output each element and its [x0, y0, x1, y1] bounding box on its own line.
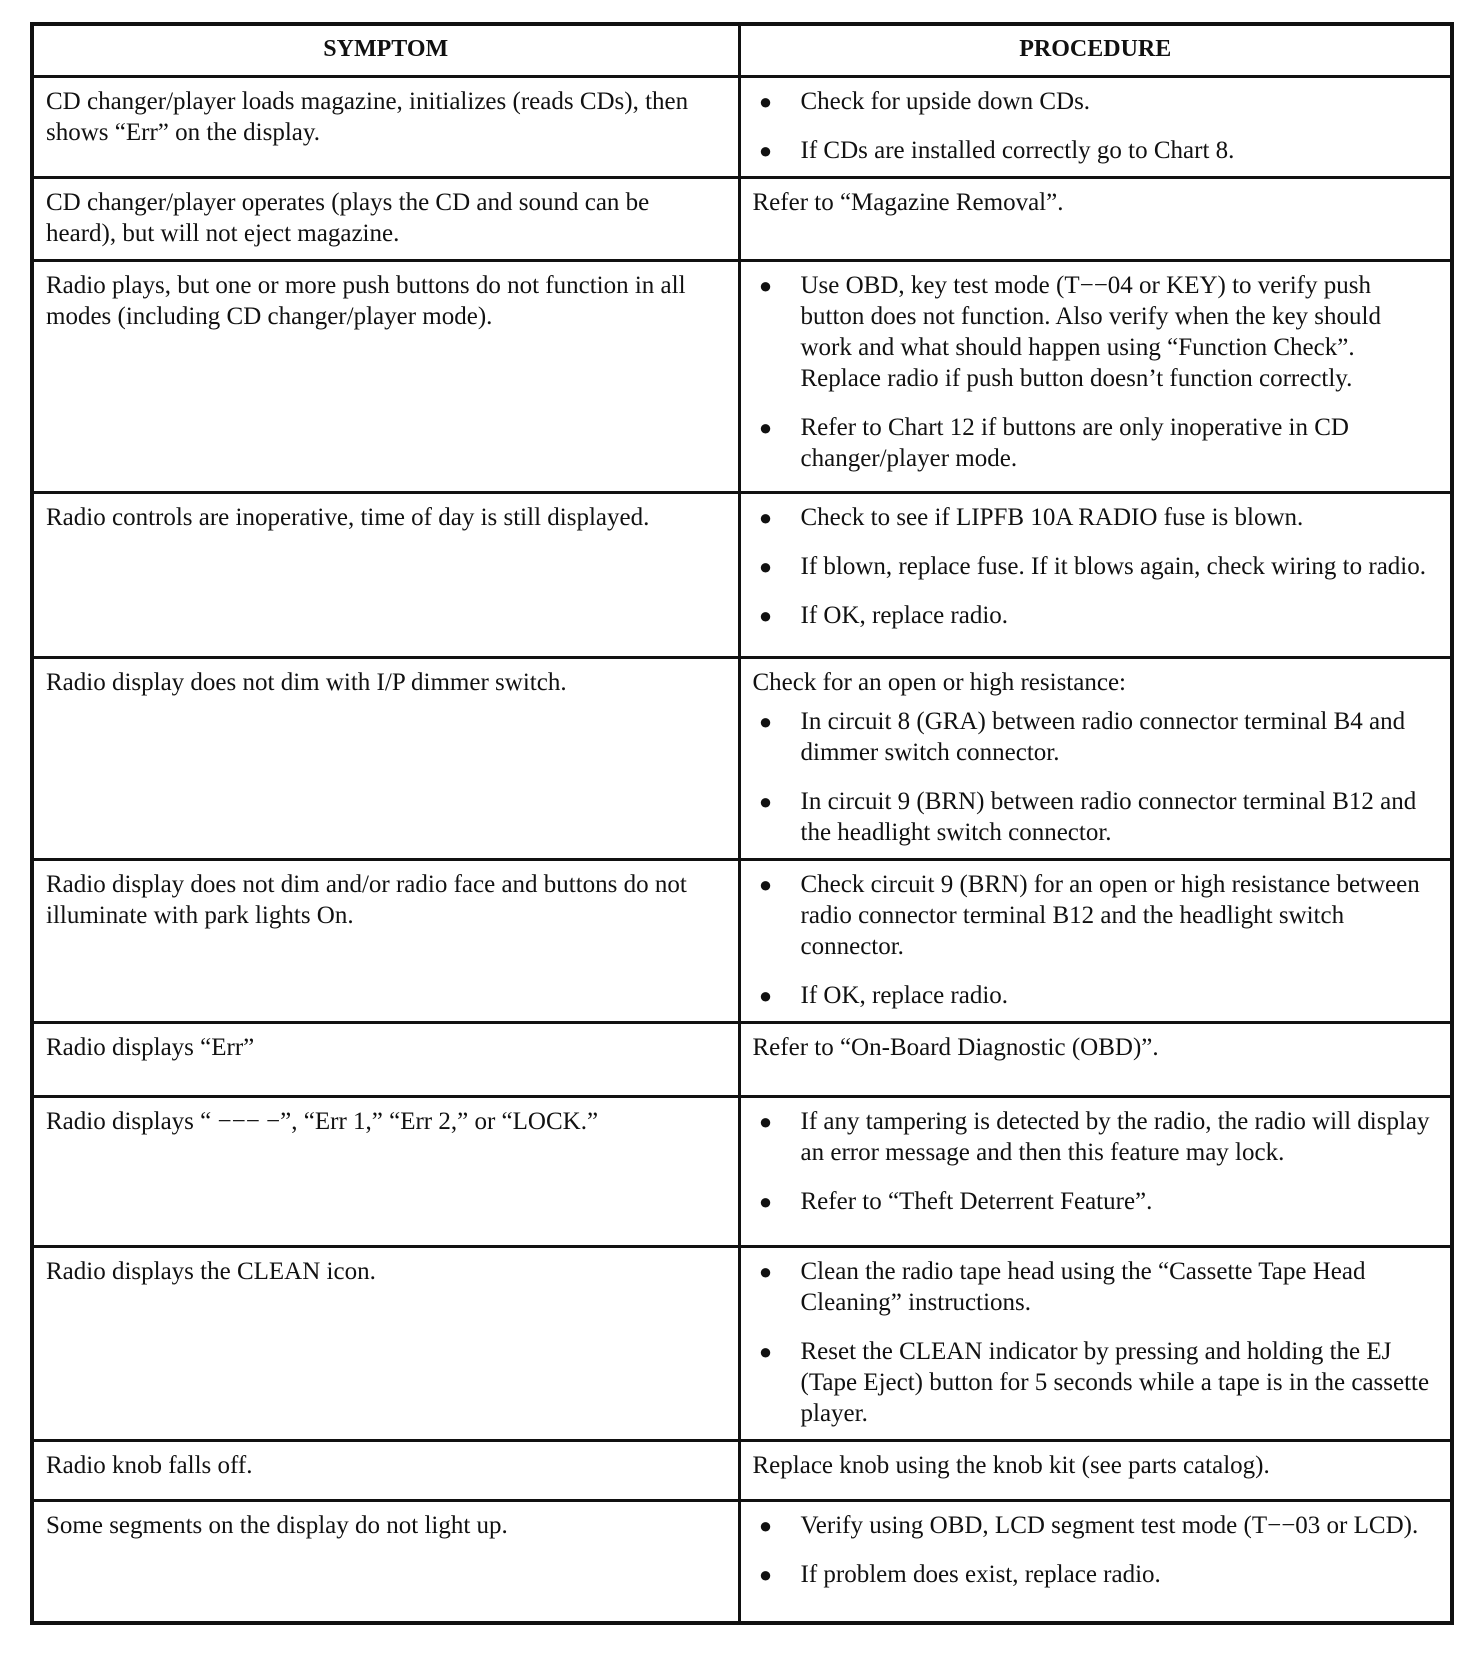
- symptom-cell: Radio displays the CLEAN icon.: [32, 1247, 739, 1441]
- procedure-step-text: In circuit 9 (BRN) between radio connector terminal B12 and the headlight switch connector.: [800, 788, 1417, 846]
- table-row: [32, 1441, 1452, 1501]
- procedure-step-text: If CDs are installed correctly go to Chart 8.: [800, 137, 1235, 164]
- table-row: [32, 860, 1452, 1023]
- procedure-step-list: [753, 502, 1439, 631]
- bullet-icon: ●: [758, 1339, 773, 1364]
- procedure-step-list: [753, 86, 1439, 166]
- bullet-icon: ●: [758, 1259, 773, 1284]
- table-header-row: [32, 24, 1452, 77]
- procedure-step: [753, 1256, 1439, 1318]
- procedure-text: Check for an open or high resistance:: [752, 669, 1126, 696]
- procedure-step: [753, 600, 1439, 631]
- table-row: [32, 261, 1452, 493]
- table-row: [32, 77, 1452, 178]
- symptom-cell: Some segments on the display do not light up.: [32, 1501, 739, 1623]
- symptom-cell: Radio display does not dim and/or radio face and buttons do not illuminate with park lights On.: [32, 860, 739, 1023]
- procedure-step-text: If problem does exist, replace radio.: [800, 1561, 1161, 1588]
- procedure-step-text: Check for upside down CDs.: [800, 88, 1091, 115]
- procedure-text: Refer to “On-Board Diagnostic (OBD)”.: [752, 1034, 1159, 1061]
- symptom-cell: Radio displays “ −−− −”, “Err 1,” “Err 2,” or “LOCK.”: [32, 1097, 739, 1247]
- bullet-icon: ●: [758, 89, 773, 114]
- table-row: [32, 1501, 1452, 1623]
- bullet-icon: ●: [758, 789, 773, 814]
- procedure-step-text: If any tampering is detected by the radio, the radio will display an error message and then this feature may lock.: [800, 1108, 1430, 1166]
- bullet-icon: ●: [758, 1189, 773, 1214]
- procedure-step-text: Check to see if LIPFB 10A RADIO fuse is blown.: [800, 504, 1304, 531]
- procedure-step: [753, 1186, 1439, 1217]
- symptom-cell: Radio knob falls off.: [32, 1441, 739, 1501]
- procedure-step-text: Refer to Chart 12 if buttons are only inoperative in CD changer/player mode.: [800, 414, 1349, 472]
- procedure-step-text: Check circuit 9 (BRN) for an open or high resistance between radio connector terminal B12 and the headlight switch connector.: [800, 871, 1420, 960]
- procedure-cell: [739, 1501, 1452, 1623]
- symptom-cell: Radio display does not dim with I/P dimmer switch.: [32, 658, 739, 860]
- table-body: [32, 77, 1452, 1623]
- bullet-icon: ●: [758, 138, 773, 163]
- bullet-icon: ●: [758, 1562, 773, 1587]
- procedure-step-list: [753, 706, 1439, 848]
- table-row: [32, 1097, 1452, 1247]
- table-row: [32, 1247, 1452, 1441]
- symptom-column-header: SYMPTOM: [32, 24, 739, 77]
- procedure-step: [753, 869, 1439, 962]
- bullet-icon: ●: [758, 505, 773, 530]
- procedure-step-text: Use OBD, key test mode (T−−04 or KEY) to verify push button does not function. Also verify when the key should work and what should happen using “Function Check”. Replace radio if push button doesn’t function correctly.: [800, 272, 1381, 392]
- procedure-step: [753, 135, 1439, 166]
- bullet-icon: ●: [758, 709, 773, 734]
- diagnostic-chart-page: [30, 22, 1450, 1625]
- table-row: [32, 1023, 1452, 1097]
- procedure-cell: [739, 77, 1452, 178]
- procedure-cell: [739, 493, 1452, 658]
- procedure-step-list: [753, 270, 1439, 474]
- procedure-step: [753, 706, 1439, 768]
- bullet-icon: ●: [758, 1109, 773, 1134]
- bullet-icon: ●: [758, 872, 773, 897]
- table-row: [32, 658, 1452, 860]
- procedure-step-list: [753, 1510, 1439, 1590]
- procedure-step-text: In circuit 8 (GRA) between radio connector terminal B4 and dimmer switch connector.: [800, 708, 1406, 766]
- procedure-cell: [739, 1247, 1452, 1441]
- procedure-cell: [739, 261, 1452, 493]
- procedure-step: [753, 270, 1439, 394]
- bullet-icon: ●: [758, 603, 773, 628]
- procedure-cell: [739, 1023, 1452, 1097]
- table-row: [32, 178, 1452, 261]
- procedure-step-list: [753, 1106, 1439, 1217]
- symptom-cell: Radio plays, but one or more push buttons do not function in all modes (including CD changer/player mode).: [32, 261, 739, 493]
- procedure-step: [753, 1336, 1439, 1429]
- procedure-step-text: Reset the CLEAN indicator by pressing and holding the EJ (Tape Eject) button for 5 seconds while a tape is in the cassette player.: [800, 1338, 1430, 1427]
- table-row: [32, 493, 1452, 658]
- symptom-procedure-table: [30, 22, 1454, 1625]
- procedure-step-text: Verify using OBD, LCD segment test mode (T−−03 or LCD).: [800, 1512, 1419, 1539]
- symptom-cell: CD changer/player operates (plays the CD and sound can be heard), but will not eject magazine.: [32, 178, 739, 261]
- symptom-cell: CD changer/player loads magazine, initializes (reads CDs), then shows “Err” on the display.: [32, 77, 739, 178]
- procedure-step-list: [753, 869, 1439, 1011]
- procedure-step-text: If blown, replace fuse. If it blows again, check wiring to radio.: [800, 553, 1426, 580]
- procedure-cell: [739, 1441, 1452, 1501]
- procedure-step: [753, 551, 1439, 582]
- bullet-icon: ●: [758, 983, 773, 1008]
- procedure-step: [753, 502, 1439, 533]
- procedure-step: [753, 412, 1439, 474]
- procedure-step: [753, 86, 1439, 117]
- procedure-step-text: If OK, replace radio.: [800, 602, 1009, 629]
- procedure-step-text: If OK, replace radio.: [800, 982, 1009, 1009]
- bullet-icon: ●: [758, 1513, 773, 1538]
- symptom-cell: Radio controls are inoperative, time of day is still displayed.: [32, 493, 739, 658]
- procedure-step-text: Clean the radio tape head using the “Cassette Tape Head Cleaning” instructions.: [800, 1258, 1366, 1316]
- procedure-cell: [739, 1097, 1452, 1247]
- bullet-icon: ●: [758, 273, 773, 298]
- bullet-icon: ●: [758, 554, 773, 579]
- bullet-icon: ●: [758, 415, 773, 440]
- procedure-column-header: PROCEDURE: [739, 24, 1452, 77]
- procedure-cell: [739, 178, 1452, 261]
- procedure-text: Replace knob using the knob kit (see parts catalog).: [752, 1452, 1270, 1479]
- procedure-text: Refer to “Magazine Removal”.: [752, 189, 1064, 216]
- symptom-cell: Radio displays “Err”: [32, 1023, 739, 1097]
- procedure-cell: [739, 658, 1452, 860]
- procedure-step: [753, 1510, 1439, 1541]
- procedure-cell: [739, 860, 1452, 1023]
- procedure-step: [753, 980, 1439, 1011]
- procedure-step: [753, 786, 1439, 848]
- procedure-step: [753, 1559, 1439, 1590]
- procedure-step-list: [753, 1256, 1439, 1429]
- procedure-step: [753, 1106, 1439, 1168]
- procedure-step-text: Refer to “Theft Deterrent Feature”.: [800, 1188, 1153, 1215]
